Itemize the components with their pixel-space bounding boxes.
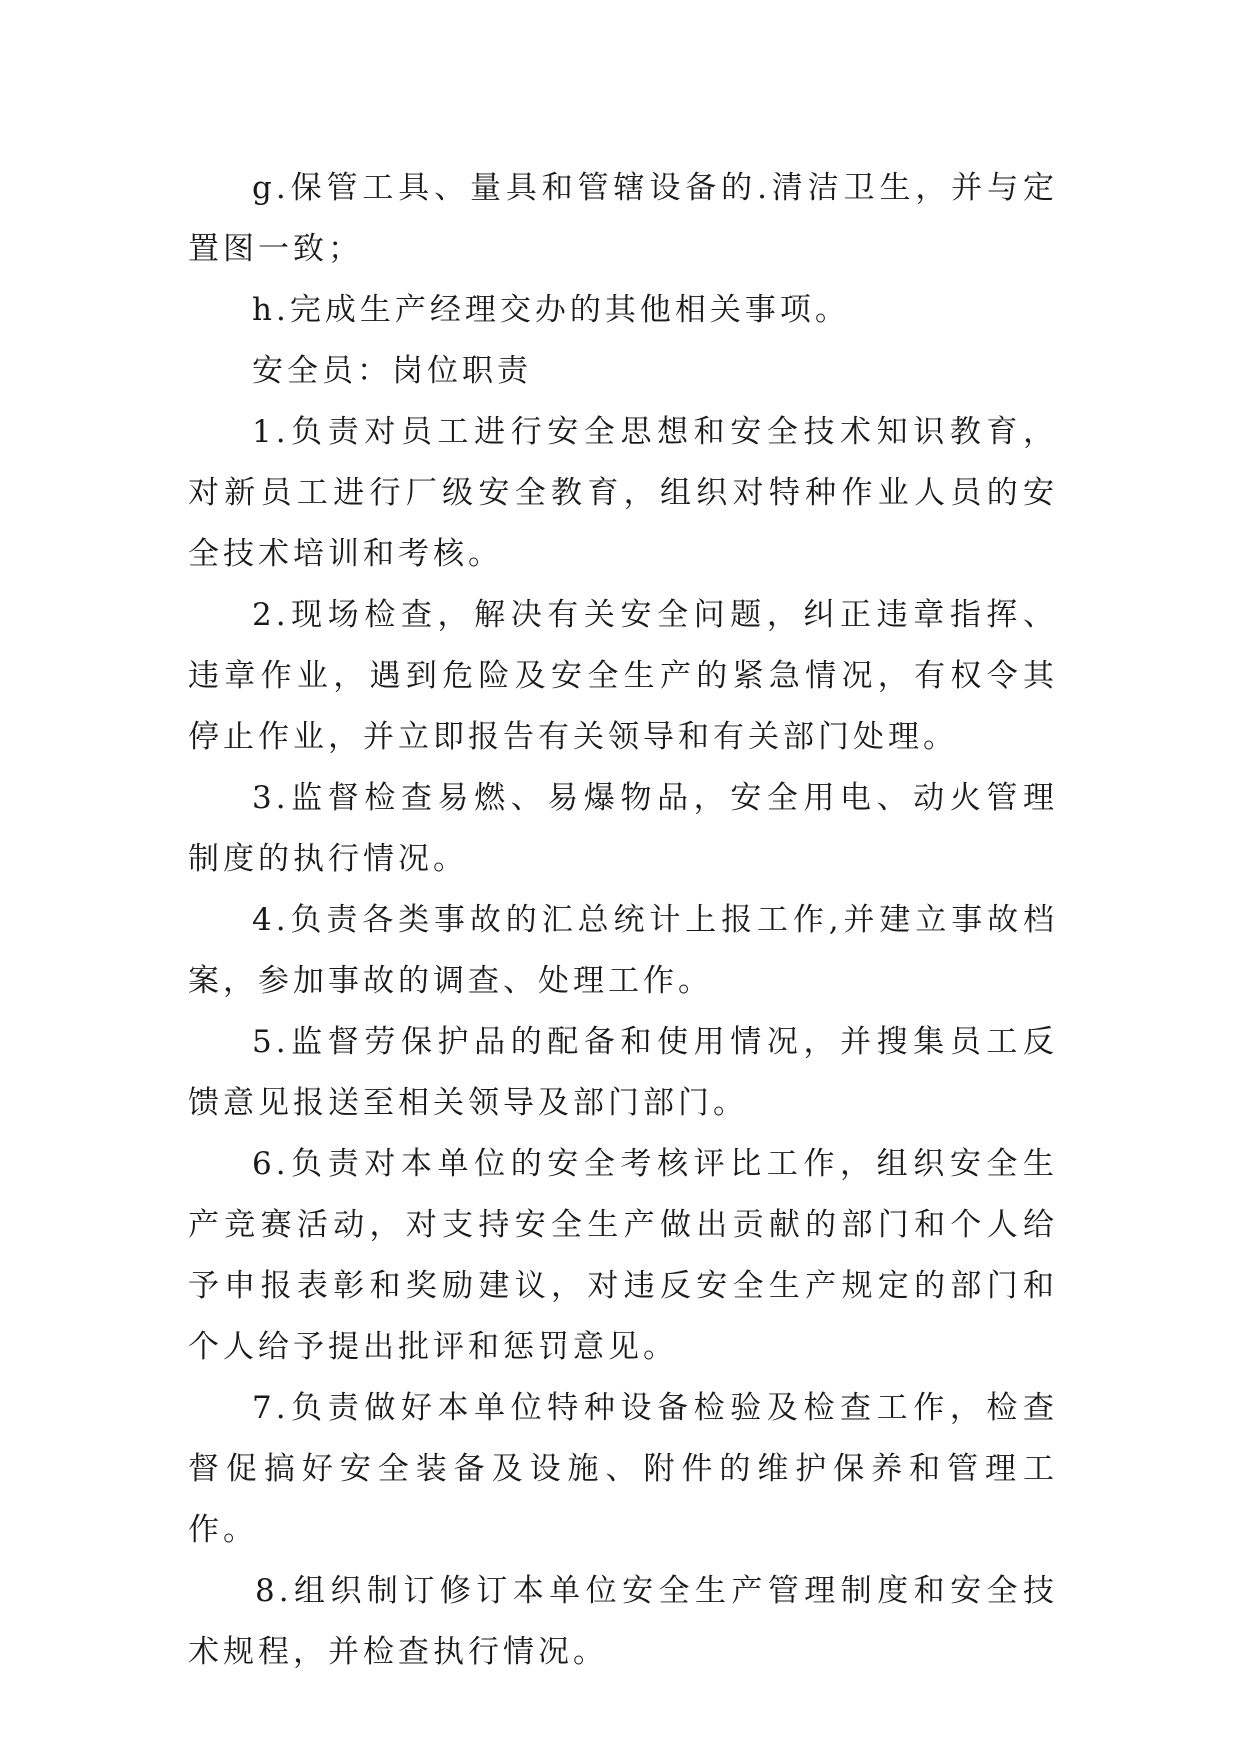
duty-item-2: 2.现场检查，解决有关安全问题，纠正违章指挥、违章作业，遇到危险及安全生产的紧急情况，有权令其停止作业，并立即报告有关领导和有关部门处理。 — [188, 597, 1058, 755]
duty-item-6: 6.负责对本单位的安全考核评比工作，组织安全生产竞赛活动，对支持安全生产做出贡献的部门和个人给予申报表彰和奖励建议，对违反安全生产规定的部门和个人给予提出批评和惩罚意见。 — [188, 1146, 1058, 1365]
duty-item-4: 4.负责各类事故的汇总统计上报工作,并建立事故档案，参加事故的调查、处理工作。 — [188, 902, 1058, 999]
paragraph-g: g.保管工具、量具和管辖设备的.清洁卫生，并与定置图一致； — [188, 170, 1058, 267]
duty-item-5: 5.监督劳保护品的配备和使用情况，并搜集员工反馈意见报送至相关领导及部门部门。 — [188, 1024, 1058, 1121]
paragraph-h: h.完成生产经理交办的其他相关事项。 — [252, 292, 850, 328]
duty-item-8: 8.组织制订修订本单位安全生产管理制度和安全技术规程，并检查执行情况。 — [188, 1573, 1058, 1670]
section-heading-safety-officer: 安全员：岗位职责 — [252, 353, 532, 389]
duty-item-7: 7.负责做好本单位特种设备检验及检查工作，检查督促搞好安全装备及设施、附件的维护保养和管理工作。 — [188, 1390, 1058, 1548]
duty-item-1: 1.负责对员工进行安全思想和安全技术知识教育，对新员工进行厂级安全教育，组织对特种作业人员的安全技术培训和考核。 — [188, 414, 1058, 572]
document-body — [188, 158, 1058, 1683]
duty-item-3: 3.监督检查易燃、易爆物品，安全用电、动火管理制度的执行情况。 — [188, 780, 1058, 877]
